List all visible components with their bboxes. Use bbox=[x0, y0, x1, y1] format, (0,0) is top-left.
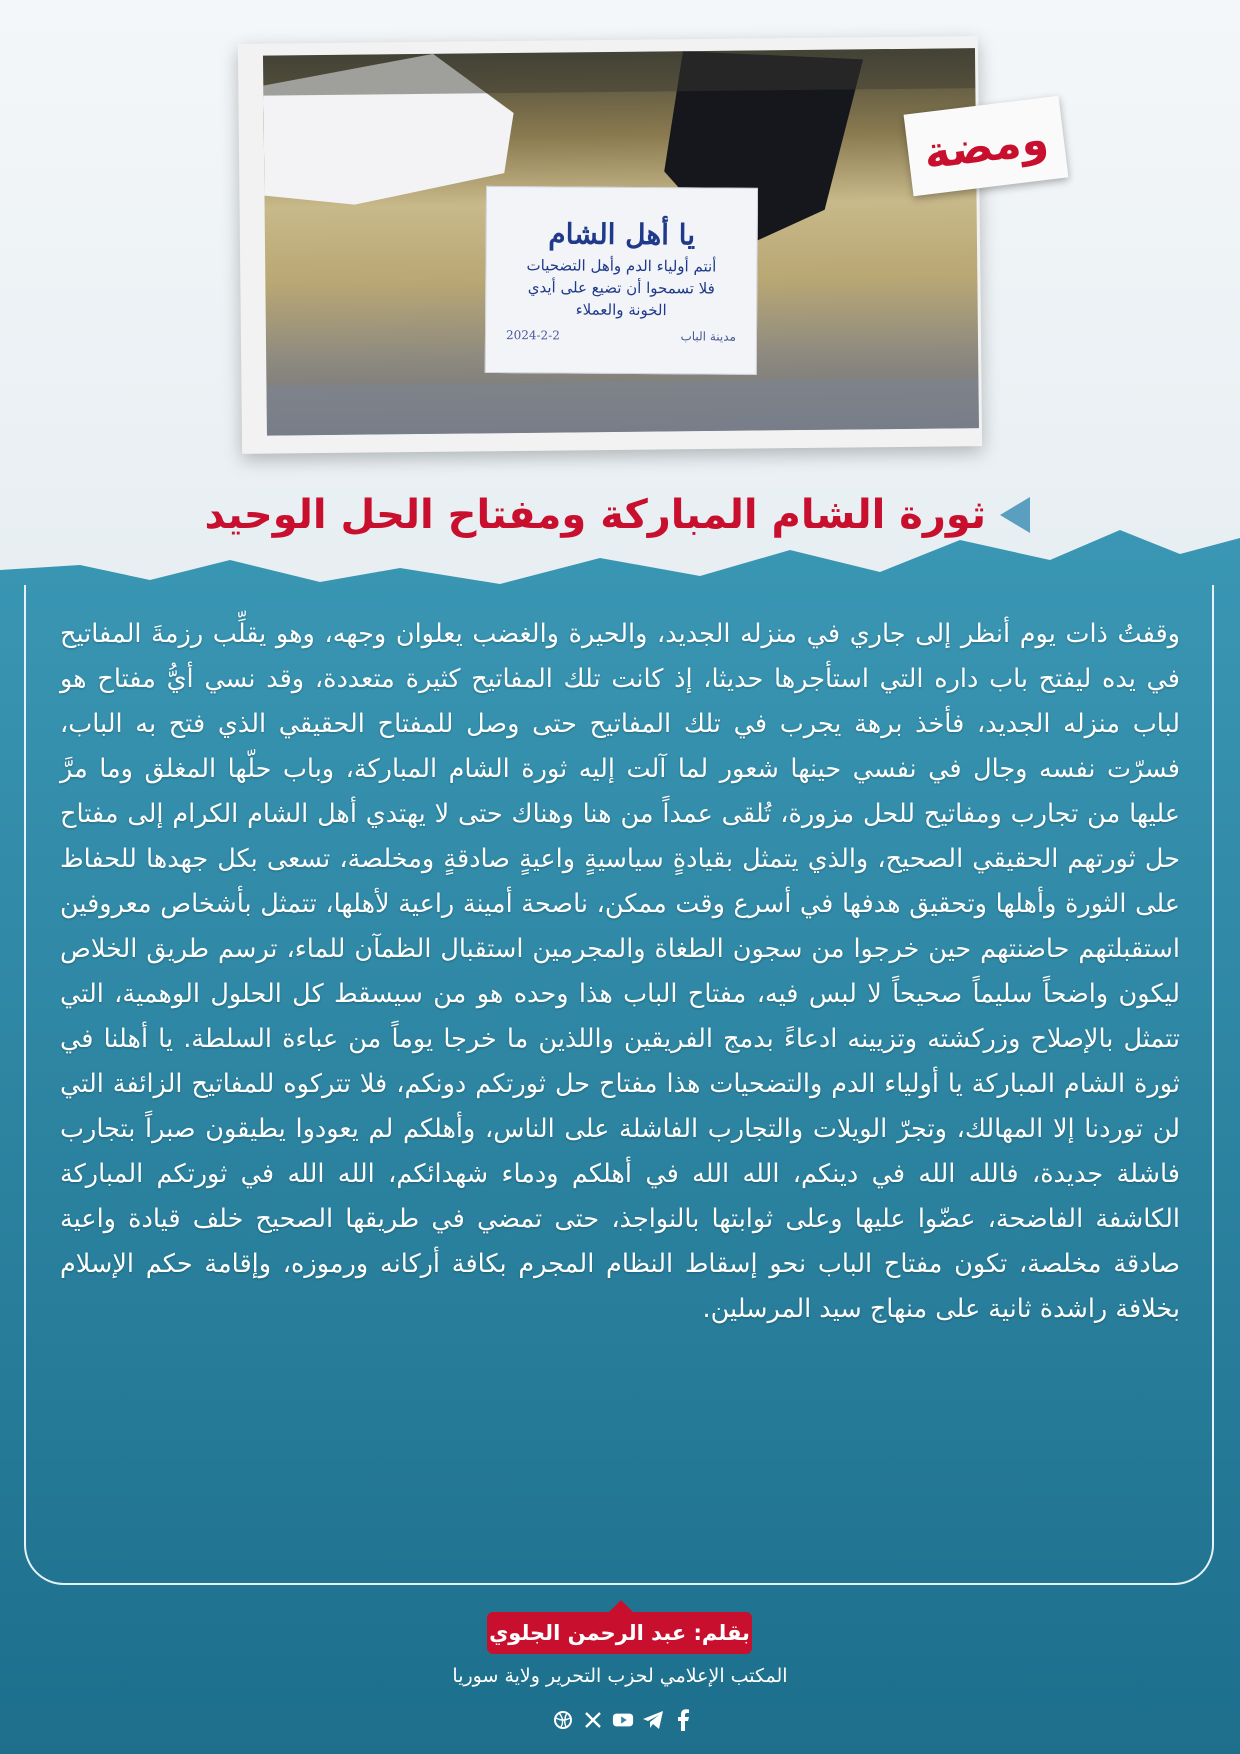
sign-line-3: فلا تسمحوا أن تضيع على أيدي bbox=[527, 278, 715, 298]
featured-photo-frame bbox=[238, 36, 982, 454]
protest-sign bbox=[485, 186, 758, 375]
article-title: ثورة الشام المباركة ومفتاح الحل الوحيد bbox=[204, 492, 986, 538]
youtube-icon[interactable] bbox=[612, 1709, 634, 1731]
website-icon[interactable] bbox=[552, 1709, 574, 1731]
social-links bbox=[548, 1704, 698, 1736]
article-body: وقفتُ ذات يوم أنظر إلى جاري في منزله الجديد، والحيرة والغضب يعلوان وجهه، وهو يقلِّب رزمةَ المفاتيح في يده ليفتح باب داره التي استأجرها حديثا، إذ كانت تلك المفاتيح كثيرة متعددة، وقد نسي أيُّ مفتاح هو لباب منزله الجديد، فأخذ برهة يجرب في تلك المفاتيح حتى وصل للمفتاح الحقيقي الذي فتح به الباب، فسرّت نفسه وجال في نفسي حينها شعور لما آلت إليه ثورة الشام المباركة، وباب حلّها المغلق وما مرَّ عليها من تجارب ومفاتيح للحل مزورة، تُلقى عمداً من هنا وهناك حتى لا يهتدي أهل الشام الكرام إلى مفتاح حل ثورتهم الحقيقي الصحيح، والذي يتمثل بقيادةٍ سياسيةٍ واعيةٍ صادقةٍ ومخلصة، تسعى بكل جهدها للحفاظ على الثورة وأهلها وتحقيق هدفها في أسرع وقت ممكن، ناصحة أمينة راعية لأهلها، تتمثل بأشخاص معروفين استقبلتهم حاضنتهم حين خرجوا من سجون الطغاة والمجرمين استقبال الظمآن للماء، ترسم طريق الخلاص ليكون واضحاً سليماً صحيحاً لا لبس فيه، مفتاح الباب هذا وحده هو من سيسقط كل الحلول الوهمية، التي تتمثل بالإصلاح وزركشته وتزيينه ادعاءً بدمج الفريقين واللذين ما خرجا يوماً من عباءة السلطة. يا أهلنا في ثورة الشام المباركة يا أولياء الدم والتضحيات هذا مفتاح حل ثورتكم دونكم، فلا تتركوه للمفاتيح الزائفة التي لن توردنا إلا المهالك، وتجرّ الويلات والتجارب الفاشلة على الناس، وأهلكم لم يعودوا يطيقون صبراً بتجارب فاشلة جديدة، فالله الله في دينكم، الله الله في أهلكم ودماء شهدائكم، الله الله في ثورتكم المباركة الكاشفة الفاضحة، عضّوا عليها وعلى ثوابتها بالنواجذ، حتى تمضي في طريقها الصحيح خلف قيادة واعية صادقة مخلصة، تكون مفتاح الباب نحو إسقاط النظام المجرم بكافة أركانه ورموزه، وإقامة حكم الإسلام بخلافة راشدة ثانية على منهاج سيد المرسلين. bbox=[60, 619, 1180, 1324]
article-title-row bbox=[200, 480, 1030, 550]
title-arrow-icon bbox=[1000, 497, 1030, 533]
organization-name: المكتب الإعلامي لحزب التحرير ولاية سوريا bbox=[452, 1665, 788, 1687]
author-badge: بقلم: عبد الرحمن الجلوي bbox=[487, 1612, 752, 1654]
sign-line-1: يا أهل الشام bbox=[548, 217, 696, 252]
sign-date: 2024-2-2 bbox=[505, 328, 560, 343]
x-icon[interactable] bbox=[582, 1709, 604, 1731]
sign-line-4: الخونة والعملاء bbox=[575, 300, 667, 320]
facebook-icon[interactable] bbox=[672, 1709, 694, 1731]
brand-logo: ومضة bbox=[904, 96, 1069, 196]
sign-line-2: أنتم أولياء الدم وأهل التضحيات bbox=[526, 256, 717, 276]
protest-photo bbox=[263, 48, 979, 435]
sign-place: مدينة الباب bbox=[680, 329, 737, 344]
telegram-icon[interactable] bbox=[642, 1709, 664, 1731]
